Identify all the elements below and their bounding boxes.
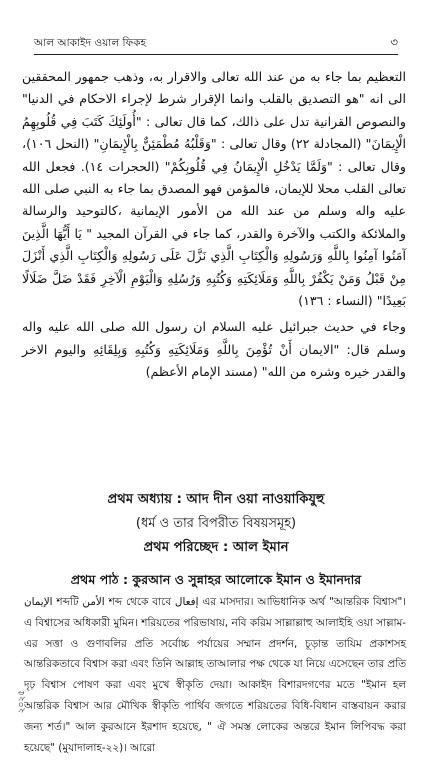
section-title: প্রথম পরিচ্ছেদ : আল ইমান (143, 540, 289, 555)
chapter-title: প্রথম অধ্যায় : আদ দীন ওয়া নাওয়াকিযুহু (107, 492, 325, 507)
side-margin-code: ২০২৫ (17, 690, 27, 714)
book-title: আল আকাইদ ওয়াল ফিকহ (34, 37, 147, 49)
page-header (34, 36, 398, 54)
bengali-text-block (24, 592, 406, 758)
lesson-title: প্রথম পাঠ : কুরআন ও সুন্নাহর আলোকে ইমান ও ইমানদার (70, 572, 362, 587)
arabic-paragraph: التعظيم بما جاء به من عند الله تعالى والاقرار به، وذهب جمهور المحققين الى انه "هو التصديق بالقلب وانما الإقرار شرط لإجراء الاحكام في الدنيا" والنصوص القرانية تدل على ذالك، كما قال تعالى : "أُولَئِكَ كَتَبَ فِي قُلُوبِهِمُ الْإِيمَانَ" (المجادلة ٢٢) وقال تعالى : "وَقَلْبُهُ مُطْمَئِنٌّ بِالْإِيمَانِ" (النحل ١٠٦)، وقال تعالى : "وَلَمَّا يَدْخُلِ الْإِيمَانُ فِي قُلُوبِكُمْ" (الحجرات ١٤). فجعل الله تعالى القلب محلا للإيمان، فالمؤمن فهو المصدق بما جاء به النبي صلى الله عليه واله وسلم من عند الله من الأمور الإيمانية ،كالتوحيد والرسالة والملائكة والكتب والآخرة والقدر، كما جاء في القرآن المجيد " يَا أَيُّهَا الَّذِينَ آمَنُوا آمِنُوا بِاللَّهِ وَرَسُولِهِ وَالْكِتَابِ الَّذِي نَزَّلَ عَلَى رَسُولِهِ وَالْكِتَابِ الَّذِي أَنْزَلَ مِنْ قَبْلُ وَمَنْ يَكْفُرْ بِاللَّهِ وَمَلَائِكَتِهِ وَكُتُبِهِ وَرُسُلِهِ وَالْيَوْمِ الْآخِرِ فَقَدْ ضَلَّ ضَلَالًا بَعِيدًا" (النساء : ١٣٦) (22, 69, 407, 309)
arabic-text-block (22, 66, 406, 384)
chapter-headings (30, 488, 402, 592)
page-number: ৩ (390, 35, 398, 49)
bengali-paragraph: الإيمان শব্দটি الأمن শব্দ থেকে বাবে إفعال এর মাসদার। আভিধানিক অর্থ "আন্তরিক বিশ্বাস"। এ বিশ্বাসের অধিকারী মুমিন। শরিয়তের পরিভাষায়, নবি করিম সাল্লাল্লাহু আলাইহি ওয়া সাল্লাম-এর সত্তা ও গুণাবলির প্রতি সর্বোচ্চ পর্যায়ের সম্মান প্রদর্শন, চূড়ান্ত তাযিম প্রকাশসহ আন্তরিকতাবে বিশ্বাস করা এবং তিনি আল্লাহ তাআলার পক্ষ থেকে যা নিয়ে এসেছেন তার প্রতি দৃঢ় বিশ্বাস পোষণ করা এবং মুখে স্বীকৃতি দেয়া। আকাইদ বিশারদগণের মতে "ইমান হল আন্তরিক বিশ্বাস আর মৌখিক স্বীকৃতি পার্থিব জগতে শরিয়তের বিধি-বিধান বাস্তবায়ন করার জন্য শর্ত।" আল কুরআনে ইরশাদ হয়েছে, " ঐ সমস্ত লোকের অন্তরে ইমান লিপিবদ্ধ করা হয়েছে" (মুযাদালাহ-২২)। আরো (24, 596, 406, 754)
header-divider (34, 54, 398, 55)
chapter-subtitle: (ধর্ম ও তার বিপরীত বিষয়সমূহ) (135, 516, 297, 531)
arabic-paragraph: وجاء في حديث جبرائيل عليه السلام ان رسول الله صلى الله عليه واله وسلم قال: "الايمان أَنْ تُؤْمِنَ بِاللَّهِ وَمَلَائِكَتِهِ وَكُتُبِهِ وَبِلِقَائِهِ واليوم الاخر والقدر خيره وشره من الله" (مسند الإمام الأعظم) (22, 319, 406, 380)
